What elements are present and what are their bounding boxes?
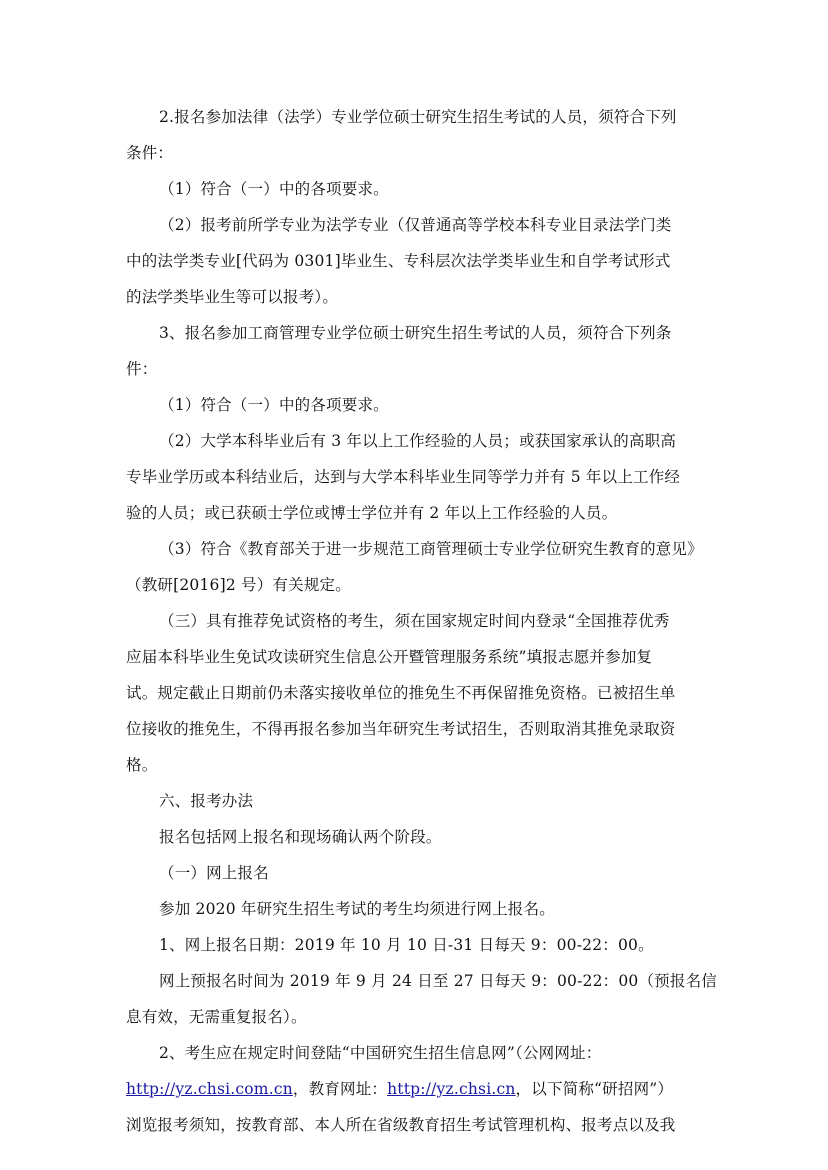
text-line: 的法学类毕业生等可以报考）。 [126,288,339,306]
text-line: 报名包括网上报名和现场确认两个阶段。 [159,828,442,846]
text-line: 试。规定截止日期前仍未落实接收单位的推免生不再保留推免资格。已被招生单 [126,684,676,702]
text-line: （三）具有推荐免试资格的考生，须在国家规定时间内登录“全国推荐优秀 [159,612,670,630]
text-line: 息有效，无需重复报名）。 [126,1008,307,1026]
url-trailing-text: ，以下简称“研招网”） [515,1080,674,1098]
text-line: 3、报名参加工商管理专业学位硕士研究生招生考试的人员，须符合下列条 [159,324,672,342]
text-line: 参加 2020 年研究生招生考试的考生均须进行网上报名。 [159,900,555,918]
text-line: 验的人员；或已获硕士学位或博士学位并有 2 年以上工作经验的人员。 [126,504,618,522]
text-line: 位接收的推免生，不得再报名参加当年研究生考试招生，否则取消其推免录取资 [126,720,676,738]
url-text-line [126,1079,673,1099]
text-line: 浏览报考须知，按教育部、本人所在省级教育招生考试管理机构、报考点以及我 [126,1116,676,1134]
url-separator-text: ，教育网址： [292,1080,388,1098]
text-line: （2）大学本科毕业后有 3 年以上工作经验的人员；或获国家承认的高职高 [159,432,677,450]
text-line: 条件： [126,144,174,162]
text-line: 2、考生应在规定时间登陆“中国研究生招生信息网”（公网网址： [159,1044,602,1062]
text-line: （3）符合《教育部关于进一步规范工商管理硕士专业学位研究生教育的意见》 [159,540,703,558]
text-line: 中的法学类专业[代码为 0301]毕业生、专科层次法学类毕业生和自学考试形式 [126,252,671,270]
text-line: 2.报名参加法律（法学）专业学位硕士研究生招生考试的人员，须符合下列 [159,108,677,126]
text-line: 专毕业学历或本科结业后，达到与大学本科毕业生同等学力并有 5 年以上工作经 [126,468,681,486]
text-line: （1）符合（一）中的各项要求。 [159,396,389,414]
text-line: 件： [126,360,158,378]
education-site-link[interactable]: http://yz.chsi.cn [387,1080,516,1098]
text-line: 应届本科毕业生免试攻读研究生信息公开暨管理服务系统”填报志愿并参加复 [126,648,653,666]
text-line: （1）符合（一）中的各项要求。 [159,180,389,198]
text-line: 1、网上报名日期：2019 年 10 月 10 日-31 日每天 9：00-22：00。 [159,936,654,954]
text-line: 网上预报名时间为 2019 年 9 月 24 日至 27 日每天 9：00-22：00（预报名信 [159,972,717,990]
text-line: 格。 [126,756,158,774]
text-line: （教研[2016]2 号）有关规定。 [126,576,351,594]
subsection-heading: （一）网上报名 [159,864,269,882]
text-line: （2）报考前所学专业为法学专业（仅普通高等学校本科专业目录法学门类 [159,216,672,234]
public-site-link[interactable]: http://yz.chsi.com.cn [126,1080,293,1098]
section-heading: 六、报考办法 [159,792,254,810]
